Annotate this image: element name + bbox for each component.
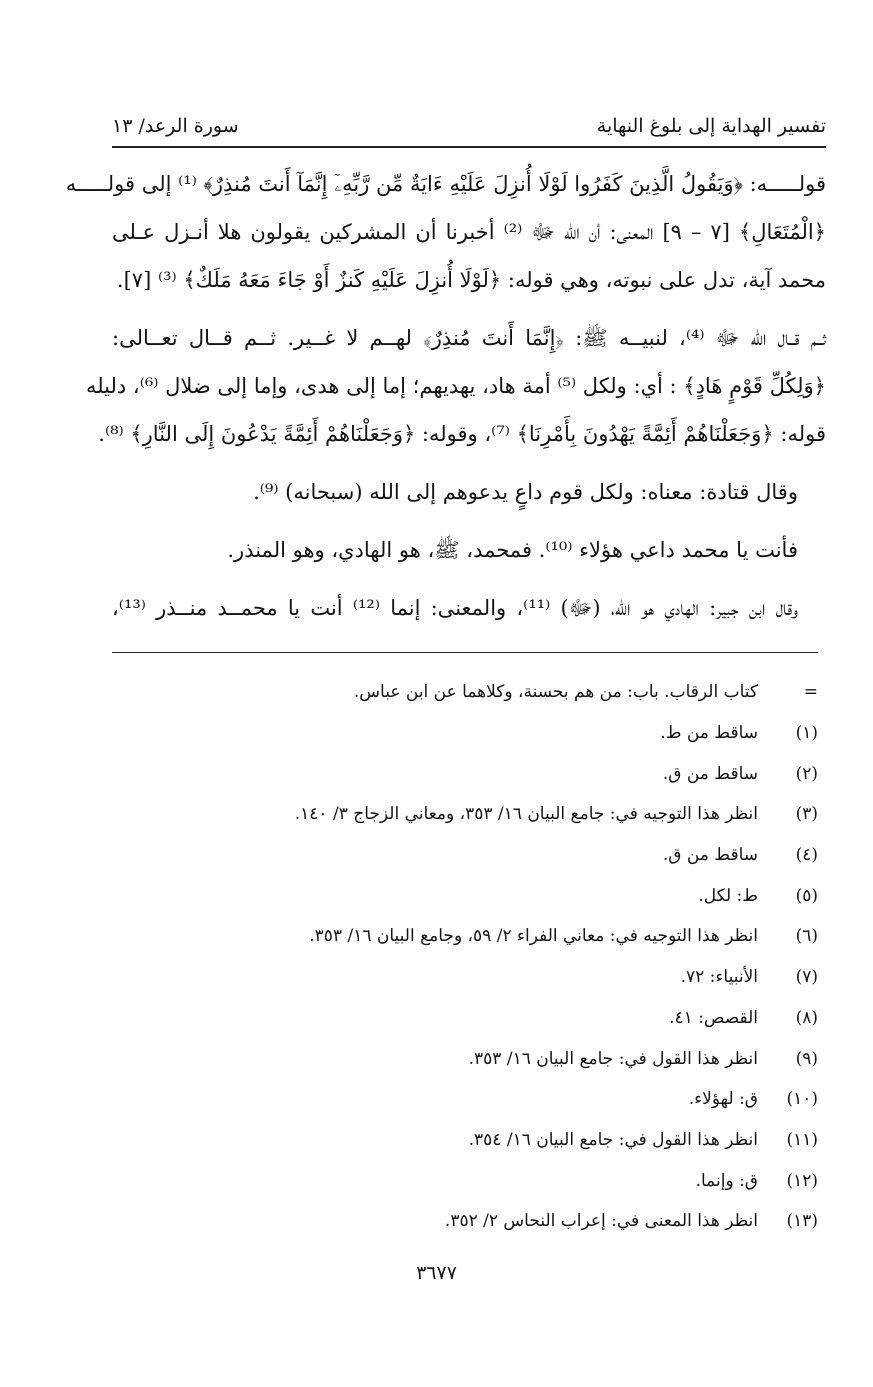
footnote-number: (١٣) <box>786 1211 818 1232</box>
footnote-number: (٨) <box>795 1007 818 1028</box>
footnote-text: انظر هذا المعنى في: إعراب النحاس ٢/ ٣٥٢. <box>444 1211 758 1232</box>
footnote <box>112 1038 818 1079</box>
footnote <box>112 1079 818 1120</box>
footnote-text: ق: لهؤلاء. <box>688 1089 758 1110</box>
footnote <box>112 916 818 957</box>
footnote-text: القصص: ٤١. <box>669 1007 758 1028</box>
footnote-text: انظر هذا القول في: جامع البيان ١٦/ ٣٥٣. <box>468 1048 758 1069</box>
footnote-number: (٢) <box>795 763 818 784</box>
footnote-text: ق: وإنما. <box>695 1170 758 1191</box>
footnote <box>112 753 818 794</box>
header-rule <box>112 146 826 148</box>
text-line: وقال ابن جبير: الهادي هو الله، (ﷻ) ⁽¹¹⁾، والمعنى: إنما ⁽¹²⁾ أنت يا محمــد منــذر ⁽¹³⁾، <box>112 596 798 620</box>
footnote-rule <box>112 652 818 653</box>
footnote <box>112 998 818 1039</box>
footnote <box>112 1201 818 1242</box>
footnote-text: انظر هذا التوجيه في: جامع البيان ١٦/ ٣٥٣، ومعاني الزجاج ٣/ ١٤٠. <box>294 804 758 825</box>
footnote-number: (١١) <box>786 1129 818 1150</box>
footnote-number: (١٠) <box>786 1089 818 1110</box>
footnote-text: الأنبياء: ٧٢. <box>680 967 758 988</box>
footnote-number: (١٢) <box>786 1170 818 1191</box>
text-line: ﴿الْمُتَعَالِ﴾ [٧ – ٩] المعنى: أن الله ﷻ ⁽²⁾ أخبرنا أن المشركين يقولون هلا أنـزل عـلى <box>112 220 826 244</box>
footnote-number: (٥) <box>795 885 818 906</box>
footnote-text: ساقط من ق. <box>662 845 758 866</box>
footnote <box>112 875 818 916</box>
surah-page-label: سورة الرعد/ ١٣ <box>112 115 239 137</box>
footnote <box>112 672 818 713</box>
text-line: ﴿وَلِكُلِّ قَوْمٍ هَادٍ﴾ : أي: ولكل ⁽⁵⁾ أمة هاد، يهديهم؛ إما إلى هدى، وإما إلى ضلال ⁽⁶⁾، دليله <box>85 374 826 398</box>
footnote-number: (١) <box>795 723 818 744</box>
text-line: قوله: ﴿وَجَعَلْنَاهُمْ أَئِمَّةً يَهْدُونَ بِأَمْرِنَا﴾ ⁽⁷⁾، وقوله: ﴿وَجَعَلْنَاهُمْ أَئِمَّةً يَدْعُونَ إِلَى النَّارِ﴾ ⁽⁸⁾. <box>98 422 826 446</box>
footnote-text: ساقط من ق. <box>662 763 758 784</box>
footnote-text: ط: لكل. <box>698 885 758 906</box>
page-number: ٣٦٧٧ <box>416 1262 457 1284</box>
footnote-number: (٣) <box>795 804 818 825</box>
footnote-number: = <box>803 682 818 703</box>
running-header <box>112 108 826 144</box>
footnote-text: انظر هذا القول في: جامع البيان ١٦/ ٣٥٤. <box>468 1129 758 1150</box>
footnote <box>112 713 818 754</box>
footnotes <box>112 672 818 1242</box>
footnote-text: انظر هذا التوجيه في: معاني الفراء ٢/ ٥٩، وجامع البيان ١٦/ ٣٥٣. <box>309 926 758 947</box>
footnote-text: ساقط من ط. <box>660 723 758 744</box>
footnote-number: (٩) <box>795 1048 818 1069</box>
footnote <box>112 1120 818 1161</box>
text-line: ثــم قــال الله ﷻ ⁽⁴⁾، لنبيــه ﷺ: ﴿إِنَّمَا أَنتَ مُنذِرٌ﴾ لهــم لا غــير. ثــم قــال تعــالى: <box>112 326 826 350</box>
footnote <box>112 794 818 835</box>
text-line: وقال قتادة: معناه: ولكل قوم داعٍ يدعوهم إلى الله (سبحانه) ⁽⁹⁾. <box>253 480 798 504</box>
footnote <box>112 1160 818 1201</box>
footnote <box>112 835 818 876</box>
footnote-text: كتاب الرقاب. باب: من هم بحسنة، وكلاهما عن ابن عباس. <box>353 682 758 703</box>
main-text <box>65 160 826 632</box>
text-line: قولـــــه: ﴿وَيَقُولُ الَّذِينَ كَفَرُوا لَوْلَا أُنزِلَ عَلَيْهِ ءَايَةٌ مِّن رَّبِّهِۦٓ إِنَّمَآ أَنتَ مُنذِرٌ﴾ ⁽¹⁾ إلى قولـــــه <box>65 172 826 196</box>
footnote-number: (٦) <box>795 926 818 947</box>
text-line: فأنت يا محمد داعي هؤلاء ⁽¹⁰⁾. فمحمد، ﷺ، هو الهادي، وهو المنذر. <box>227 538 798 562</box>
book-title: تفسير الهداية إلى بلوغ النهاية <box>596 115 826 137</box>
footnote-number: (٤) <box>795 845 818 866</box>
footnote <box>112 957 818 998</box>
text-line: محمد آية، تدل على نبوته، وهي قوله: ﴿لَوْلَا أُنزِلَ عَلَيْهِ كَنزٌ أَوْ جَاءَ مَعَهُ مَلَكٌ﴾ ⁽³⁾ [٧]. <box>116 268 826 292</box>
footnote-number: (٧) <box>795 967 818 988</box>
